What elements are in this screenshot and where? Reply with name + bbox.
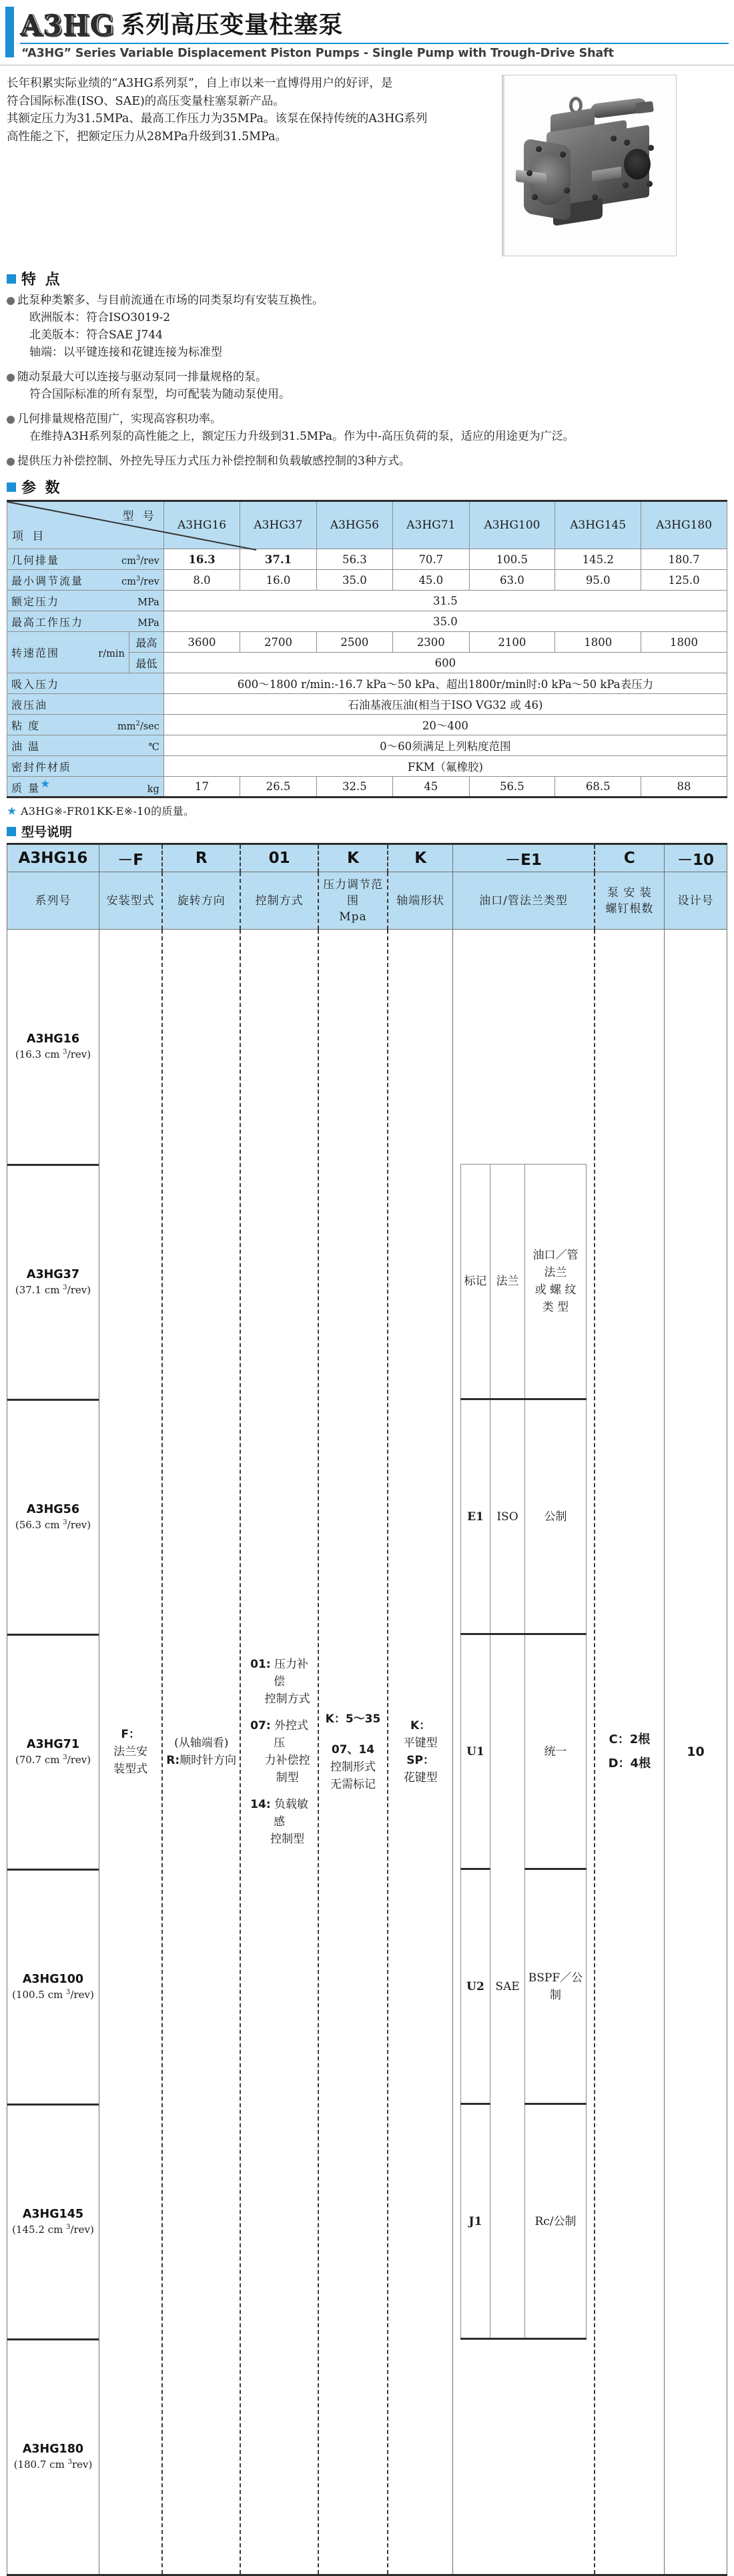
row-label-cell	[7, 632, 129, 673]
shaft-shape-column	[388, 930, 453, 2575]
flange-header-port-type	[524, 1165, 586, 1399]
series-displacement: (145.2 cm $^3$/rev)	[12, 2223, 94, 2236]
cell-value-span: FKM（氟橡胶)	[163, 756, 727, 777]
design-no-value: 10	[687, 1744, 705, 1759]
model-code-table	[7, 843, 727, 2576]
list-item	[7, 2104, 99, 2339]
desc-pressure-line2: Mpa	[339, 910, 367, 924]
control-option-line: 07: 外控式压	[250, 1719, 309, 1750]
desc-screws-line2: 螺钉根数	[605, 902, 654, 916]
list-item	[7, 1399, 99, 1634]
flange-subtable	[460, 1164, 587, 2340]
list-item	[7, 1869, 99, 2104]
desc-series: 系列号	[7, 872, 99, 930]
feature-main-text: 此泵种类繁多、与目前流通在市场的同类泵均有安装互换性。	[17, 294, 324, 307]
model-header-cell: A3HG16	[163, 501, 240, 549]
cell-value-span: 20～400	[163, 715, 727, 735]
header-title-cn: 系列高压变量柱塞泵	[121, 11, 344, 39]
cell-value: 88	[641, 777, 727, 797]
flange-header-mark: 标记	[460, 1165, 490, 1399]
model-code-heading	[0, 822, 734, 840]
list-item	[7, 2339, 99, 2574]
row-label-cell	[7, 570, 164, 591]
code-segment: C	[595, 844, 665, 872]
code-segment: R	[162, 844, 240, 872]
series-name: A3HG71	[26, 1737, 80, 1751]
code-segment: A3HG16	[7, 844, 99, 872]
feature-body	[17, 452, 410, 470]
bullet-dot-icon	[7, 374, 15, 382]
corner-model-label: 型 号	[122, 510, 157, 523]
table-row	[7, 591, 727, 611]
series-name: A3HG180	[22, 2443, 84, 2457]
cell-value: 1800	[641, 632, 727, 653]
desc-shaft-shape: 轴端形状	[388, 872, 453, 930]
rotation-column	[162, 930, 240, 2575]
screw-option-c: C：2根	[609, 1732, 651, 1746]
cell-value: 32.5	[316, 777, 392, 797]
star-icon: ★	[40, 777, 52, 791]
flange-thread-type: Rc/公制	[524, 2104, 586, 2339]
star-icon: ★	[7, 805, 17, 818]
control-option-line: 制型	[276, 1771, 299, 1785]
features-heading	[0, 268, 734, 289]
series-displacement: (16.3 cm $^3$/rev)	[15, 1048, 91, 1060]
pressure-range-value: K：5～35	[325, 1712, 381, 1726]
screw-option-d: D：4根	[608, 1756, 651, 1770]
cell-value-span: 600	[163, 653, 727, 673]
control-option-line: 控制方式	[264, 1692, 310, 1706]
pressure-range-note-line2: 控制形式	[330, 1760, 376, 1774]
params-footnote	[0, 803, 734, 818]
flange-thread-type: 统一	[524, 1634, 586, 1869]
feature-main-text: 提供压力补偿控制、外控先导压力式压力补偿控制和负载敏感控制的3种方式。	[17, 454, 410, 468]
parameters-table	[7, 500, 727, 798]
row-label: 最小调节流量	[11, 574, 84, 587]
row-label-cell	[7, 673, 164, 694]
table-row	[7, 735, 727, 756]
cell-value: 45	[393, 777, 469, 797]
flange-header-port-line1: 油口／管法兰	[532, 1249, 579, 1279]
product-photo	[502, 75, 677, 256]
row-unit: kg	[147, 783, 159, 795]
mount-code: F：	[121, 1728, 140, 1741]
code-segment: K	[388, 844, 453, 872]
row-unit: MPa	[137, 597, 159, 608]
table-header-row	[7, 501, 727, 549]
cell-value: 180.7	[641, 549, 727, 570]
table-row	[7, 694, 727, 715]
cell-value-span: 0～60须满足上列粘度范围	[163, 735, 727, 756]
bullet-dot-icon	[7, 297, 15, 305]
flange-mark: J1	[460, 2104, 490, 2339]
row-label-cell	[7, 694, 164, 715]
row-label: 额定压力	[11, 595, 60, 608]
cell-value-span: 石油基液压油(相当于ISO VG32 或 46)	[163, 694, 727, 715]
control-method-column	[240, 930, 318, 2575]
table-row	[7, 715, 727, 735]
params-heading	[0, 476, 734, 497]
row-label-cell	[7, 715, 164, 735]
cell-value: 35.0	[316, 570, 392, 591]
pressure-range-note-line3: 无需标记	[330, 1778, 376, 1791]
model-header-cell: A3HG71	[393, 501, 469, 549]
cell-value: 17	[163, 777, 240, 797]
feature-body	[17, 368, 290, 403]
intro-text-block	[0, 75, 494, 256]
shaft-code-spline: SP：	[406, 1754, 434, 1767]
row-label: 几何排量	[11, 553, 60, 567]
table-row	[7, 632, 727, 653]
intro-section	[0, 65, 734, 256]
row-label: 吸入压力	[11, 677, 60, 691]
desc-port-flange: 油口/管法兰类型	[453, 872, 595, 930]
feature-body	[17, 410, 575, 445]
feature-sub-text: 在维持A3H系列泵的高性能之上，额定压力升级到31.5MPa。作为中-高压负荷的泵，适应的用途更为广泛。	[29, 430, 575, 443]
intro-line-1: 长年积累实际业绩的“A3HG系列泵”，自上市以来一直博得用户的好评，是	[7, 77, 393, 90]
code-segment: －F	[99, 844, 162, 872]
row-sublabel-low: 最低	[129, 653, 163, 673]
cell-value: 145.2	[555, 549, 641, 570]
control-option	[245, 1717, 314, 1787]
cell-value: 3600	[163, 632, 240, 653]
shaft-code-key: K：	[410, 1719, 431, 1732]
feature-item	[7, 292, 734, 361]
row-label: 密封件材质	[11, 760, 72, 773]
table-row	[7, 777, 727, 797]
model-header-cell: A3HG56	[316, 501, 392, 549]
intro-line-3: 其额定压力为31.5MPa、最高工作压力为35MPa。该泵在保持传统的A3HG系列	[7, 112, 428, 125]
flange-mark: U2	[460, 1869, 490, 2104]
series-displacement: (100.5 cm $^3$/rev)	[12, 1988, 94, 2001]
cell-value: 8.0	[163, 570, 240, 591]
feature-main-text: 随动泵最大可以连接与驱动泵同一排量规格的泵。	[17, 370, 267, 384]
feature-sub-text: 欧洲版本：符合ISO3019-2	[29, 311, 171, 324]
section-square-icon	[7, 827, 16, 836]
cell-value-span: 35.0	[163, 611, 727, 632]
feature-item	[7, 452, 734, 470]
row-label: 液压油	[11, 698, 48, 711]
table-row	[7, 611, 727, 632]
logo-text: A3HG	[20, 9, 115, 41]
mount-text-line2: 装型式	[113, 1762, 148, 1776]
series-name: A3HG16	[26, 1032, 80, 1046]
design-no-column	[665, 930, 727, 2575]
feature-sub-text: 北美版本：符合SAE J744	[29, 328, 163, 342]
page-header	[0, 0, 734, 65]
feature-item	[7, 410, 734, 445]
corner-item-label: 项 目	[12, 530, 47, 543]
series-displacement: (70.7 cm $^3$/rev)	[15, 1753, 91, 1766]
row-label-cell	[7, 777, 164, 797]
row-unit: MPa	[137, 617, 159, 629]
list-item	[7, 1634, 99, 1869]
screw-count-column	[595, 930, 665, 2575]
row-label-cell	[7, 611, 164, 632]
cell-value: 45.0	[393, 570, 469, 591]
row-label: 粘 度	[11, 719, 41, 732]
table-header-row	[460, 1165, 586, 1399]
row-label-cell	[7, 549, 164, 570]
model-body-row	[7, 930, 727, 2575]
pressure-range-note-line1: 07、14	[331, 1743, 375, 1756]
control-option-line: 01: 压力补偿	[250, 1658, 309, 1688]
series-name: A3HG145	[22, 2207, 84, 2221]
model-header-cell: A3HG145	[555, 501, 641, 549]
model-header-cell: A3HG180	[641, 501, 727, 549]
cell-value: 100.5	[469, 549, 555, 570]
desc-screw-count	[595, 872, 665, 930]
cell-value: 125.0	[641, 570, 727, 591]
cell-value: 37.1	[240, 549, 316, 570]
row-unit: $cm^3$/rev	[121, 554, 159, 567]
row-sublabel-high: 最高	[129, 632, 163, 653]
corner-diagonal-cell	[7, 501, 164, 549]
row-unit: ℃	[148, 741, 159, 753]
params-footnote-text: A3HG※-FR01KK-E※-10的质量。	[20, 805, 195, 818]
table-row	[7, 570, 727, 591]
pressure-range-column	[318, 930, 388, 2575]
cell-value: 2700	[240, 632, 316, 653]
table-row	[7, 549, 727, 570]
header-subtitle-en: “A3HG” Series Variable Displacement Piston Pumps - Single Pump with Trough-Drive Shaft	[21, 47, 614, 60]
series-name: A3HG56	[26, 1502, 80, 1516]
row-label: 油 温	[11, 739, 41, 753]
desc-rotation: 旋转方向	[162, 872, 240, 930]
model-header-cell: A3HG37	[240, 501, 316, 549]
intro-line-2: 符合国际标准(ISO、SAE)的高压变量柱塞泵新产品。	[7, 94, 285, 108]
cell-value: 2100	[469, 632, 555, 653]
header-title-row	[0, 5, 734, 40]
bullet-dot-icon	[7, 416, 15, 424]
control-option	[245, 1656, 314, 1708]
model-code-row	[7, 844, 727, 872]
table-row	[460, 1399, 586, 1634]
model-header-cell: A3HG100	[469, 501, 555, 549]
cell-value: 68.5	[555, 777, 641, 797]
cell-value: 56.3	[316, 549, 392, 570]
flange-standard: SAE	[490, 1634, 524, 2339]
row-label-cell	[7, 591, 164, 611]
list-item	[7, 1165, 99, 1399]
cell-value: 95.0	[555, 570, 641, 591]
cell-value: 2500	[316, 632, 392, 653]
mount-text-line1: 法兰安	[113, 1745, 148, 1758]
code-segment: K	[318, 844, 388, 872]
control-option-line: 力补偿控	[264, 1754, 310, 1767]
control-option	[245, 1796, 314, 1848]
code-segment: －E1	[453, 844, 595, 872]
port-flange-column	[453, 930, 595, 2575]
row-unit: r/min	[98, 649, 125, 659]
code-segment: －10	[665, 844, 727, 872]
flange-standard: ISO	[490, 1399, 524, 1634]
desc-screws-line1: 泵 安 装	[607, 886, 652, 900]
cell-value: 16.0	[240, 570, 316, 591]
series-name: A3HG100	[22, 1972, 84, 1986]
row-label: 质 量★	[11, 777, 52, 795]
section-square-icon	[7, 274, 16, 284]
series-displacement: (56.3 cm $^3$/rev)	[15, 1518, 91, 1531]
flange-mark: U1	[460, 1634, 490, 1869]
control-option-line: 14: 负载敏感	[250, 1798, 309, 1829]
control-option-line: 控制型	[270, 1833, 305, 1846]
row-label-cell	[7, 756, 164, 777]
flange-thread-type: 公制	[524, 1399, 586, 1634]
shaft-text-spline: 花键型	[403, 1771, 438, 1785]
pump-illustration	[512, 87, 668, 246]
table-row	[460, 1634, 586, 1869]
series-column	[7, 930, 99, 2575]
desc-design-no: 设计号	[665, 872, 727, 930]
flange-mark: E1	[460, 1399, 490, 1634]
feature-sub-text: 轴端：以平键连接和花键连接为标准型	[29, 346, 222, 359]
cell-value-span: 31.5	[163, 591, 727, 611]
feature-body	[17, 292, 324, 361]
feature-main-text: 几何排量规格范围广，实现高容积功率。	[17, 412, 222, 426]
features-heading-label: 特 点	[21, 272, 62, 288]
code-segment: 01	[240, 844, 318, 872]
series-name: A3HG37	[26, 1267, 80, 1281]
flange-thread-type: BSPF／公制	[524, 1869, 586, 2104]
cell-value-span: 600～1800 r/min:-16.7 kPa～50 kPa、超出1800r/min时:0 kPa～50 kPa表压力	[163, 673, 727, 694]
feature-sub-text: 符合国际标准的所有泵型，均可配装为随动泵使用。	[29, 388, 290, 401]
row-unit: $cm^3$/rev	[121, 575, 159, 587]
section-square-icon	[7, 482, 16, 492]
intro-line-4: 高性能之下，把额定压力从28MPa升级到31.5MPa。	[7, 129, 287, 143]
params-heading-label: 参 数	[21, 480, 62, 497]
flange-header-flange: 法兰	[490, 1165, 524, 1399]
cell-value: 63.0	[469, 570, 555, 591]
model-desc-row	[7, 872, 727, 930]
rotation-value: R:顺时针方向	[166, 1754, 237, 1767]
table-row	[7, 673, 727, 694]
cell-value: 56.5	[469, 777, 555, 797]
desc-pressure-line1: 压力调节范围	[322, 878, 383, 908]
series-list	[7, 930, 99, 2574]
desc-pressure-range	[318, 872, 388, 930]
mount-type-column	[99, 930, 162, 2575]
bullet-dot-icon	[7, 458, 15, 466]
shaft-text-key: 平键型	[403, 1736, 438, 1750]
feature-item	[7, 368, 734, 403]
series-displacement: (37.1 cm $^3$/rev)	[15, 1283, 91, 1296]
desc-control-type: 控制方式	[240, 872, 318, 930]
cell-value: 70.7	[393, 549, 469, 570]
cell-value: 16.3	[163, 549, 240, 570]
cell-value: 2300	[393, 632, 469, 653]
header-accent-bar	[5, 7, 14, 57]
cell-value: 26.5	[240, 777, 316, 797]
series-displacement: (180.7 cm $^3$rev)	[13, 2459, 93, 2471]
cell-value: 1800	[555, 632, 641, 653]
row-label: 转速范围	[11, 647, 60, 659]
row-label: 最高工作压力	[11, 615, 84, 629]
header-accent-rule	[20, 43, 729, 44]
list-item	[7, 930, 99, 1165]
model-code-heading-label: 型号说明	[21, 825, 73, 840]
row-label-cell	[7, 735, 164, 756]
flange-header-port-line2: 或 螺 纹 类 型	[534, 1283, 577, 1314]
desc-mount-type: 安装型式	[99, 872, 162, 930]
features-list	[0, 292, 734, 470]
photo-left-edge	[502, 75, 504, 256]
table-row	[7, 756, 727, 777]
rotation-note: (从轴端看)	[174, 1736, 229, 1750]
row-unit: $mm^2/\sec$	[117, 719, 159, 732]
